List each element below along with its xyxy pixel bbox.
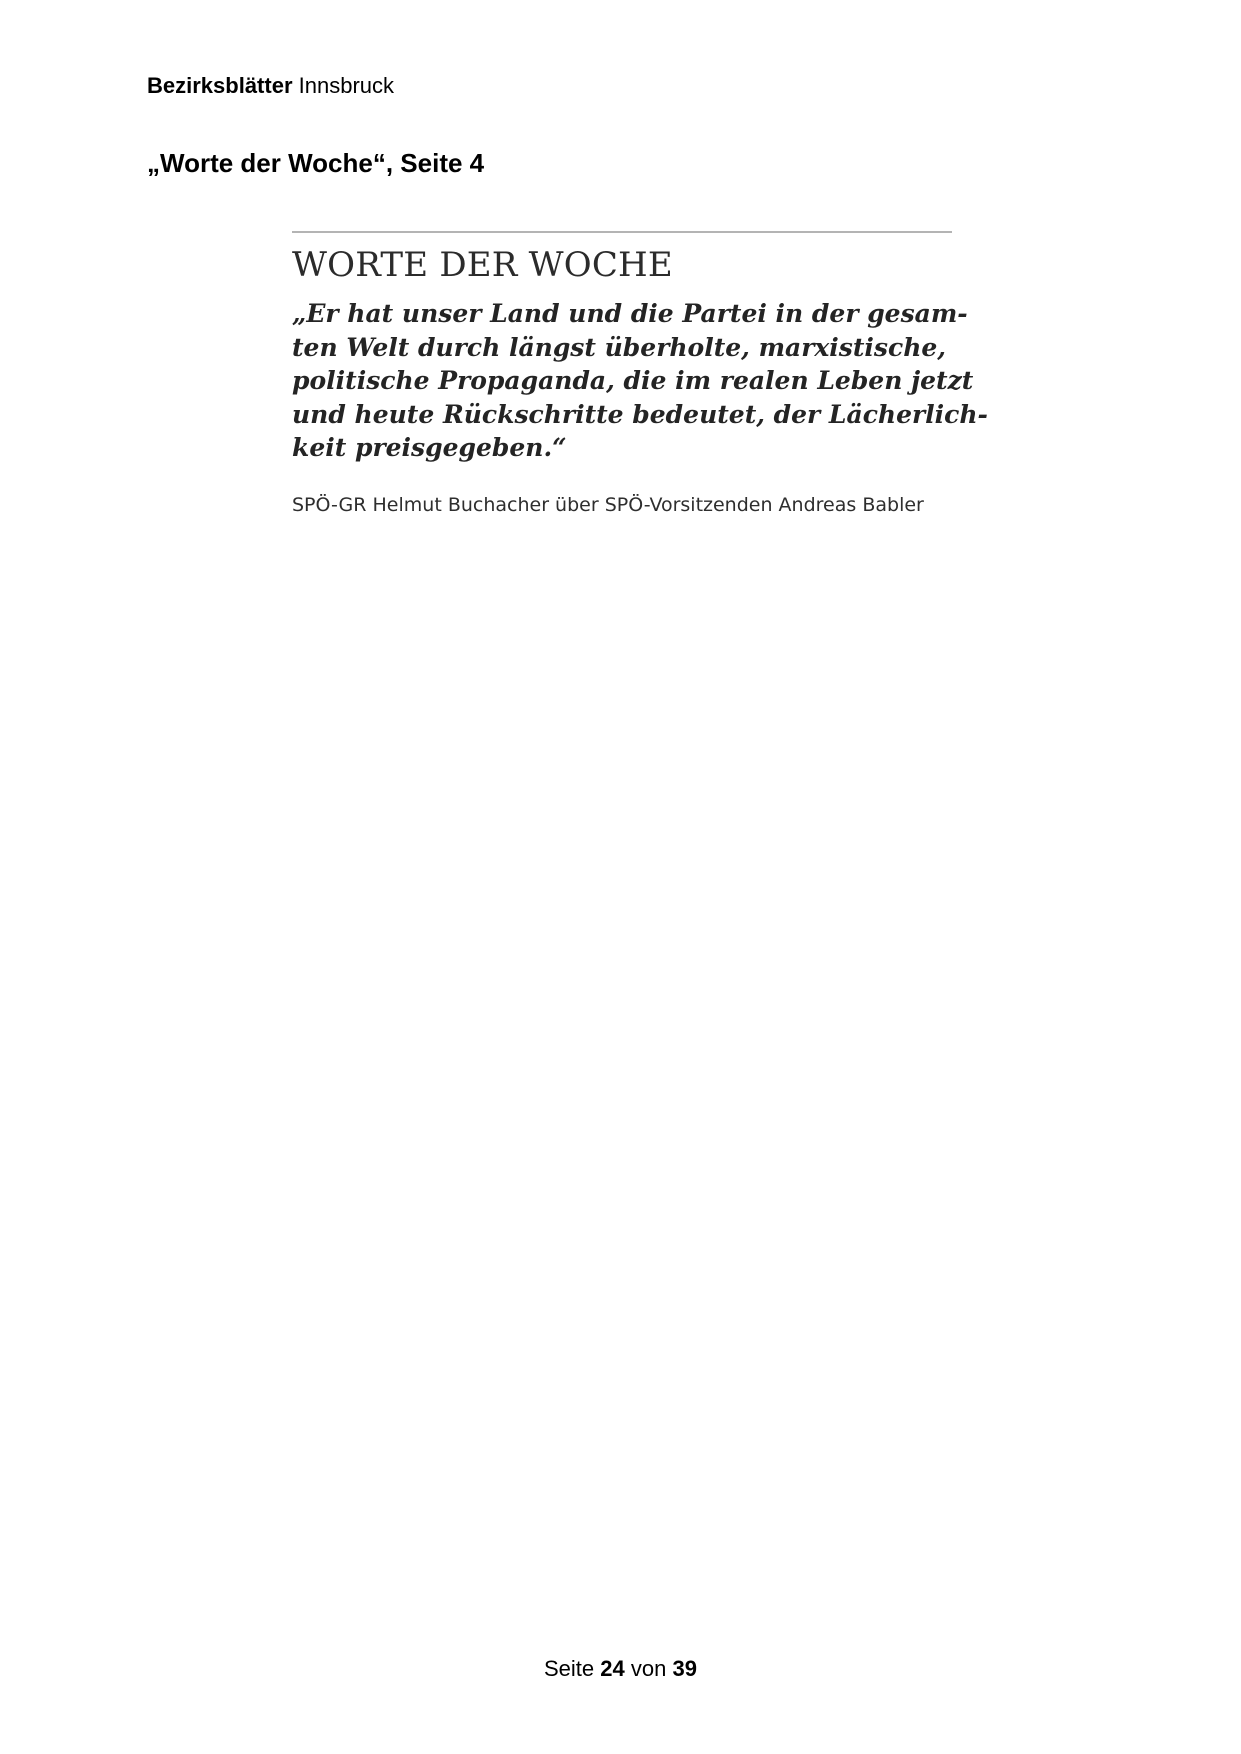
- quote-line: politische Propaganda, die im realen Leben jetzt: [292, 366, 974, 395]
- clipping-source: SPÖ-GR Helmut Buchacher über SPÖ-Vorsitzenden Andreas Babler: [292, 493, 924, 516]
- newspaper-clipping: [292, 231, 988, 517]
- page-separator: von: [630, 1656, 667, 1681]
- clipping-quote: [292, 297, 988, 465]
- page-total: 39: [672, 1656, 697, 1681]
- clipping-heading: WORTE DER WOCHE: [292, 245, 673, 285]
- page-footer: [0, 1656, 1241, 1682]
- quote-line: keit preisgegeben.“: [292, 433, 567, 462]
- publication-header: [147, 73, 394, 99]
- page-current: 24: [600, 1656, 625, 1681]
- quote-line: „Er hat unser Land und die Partei in der gesam-: [292, 299, 968, 328]
- clipping-divider: [292, 231, 952, 233]
- page-prefix: Seite: [544, 1656, 595, 1681]
- section-title: „Worte der Woche“, Seite 4: [147, 148, 485, 178]
- quote-line: ten Welt durch längst überholte, marxistische,: [292, 332, 947, 362]
- publication-name: Bezirksblätter: [147, 73, 293, 98]
- publication-region: Innsbruck: [298, 73, 395, 98]
- quote-line: und heute Rückschritte bedeutet, der Lächerlich-: [292, 399, 988, 429]
